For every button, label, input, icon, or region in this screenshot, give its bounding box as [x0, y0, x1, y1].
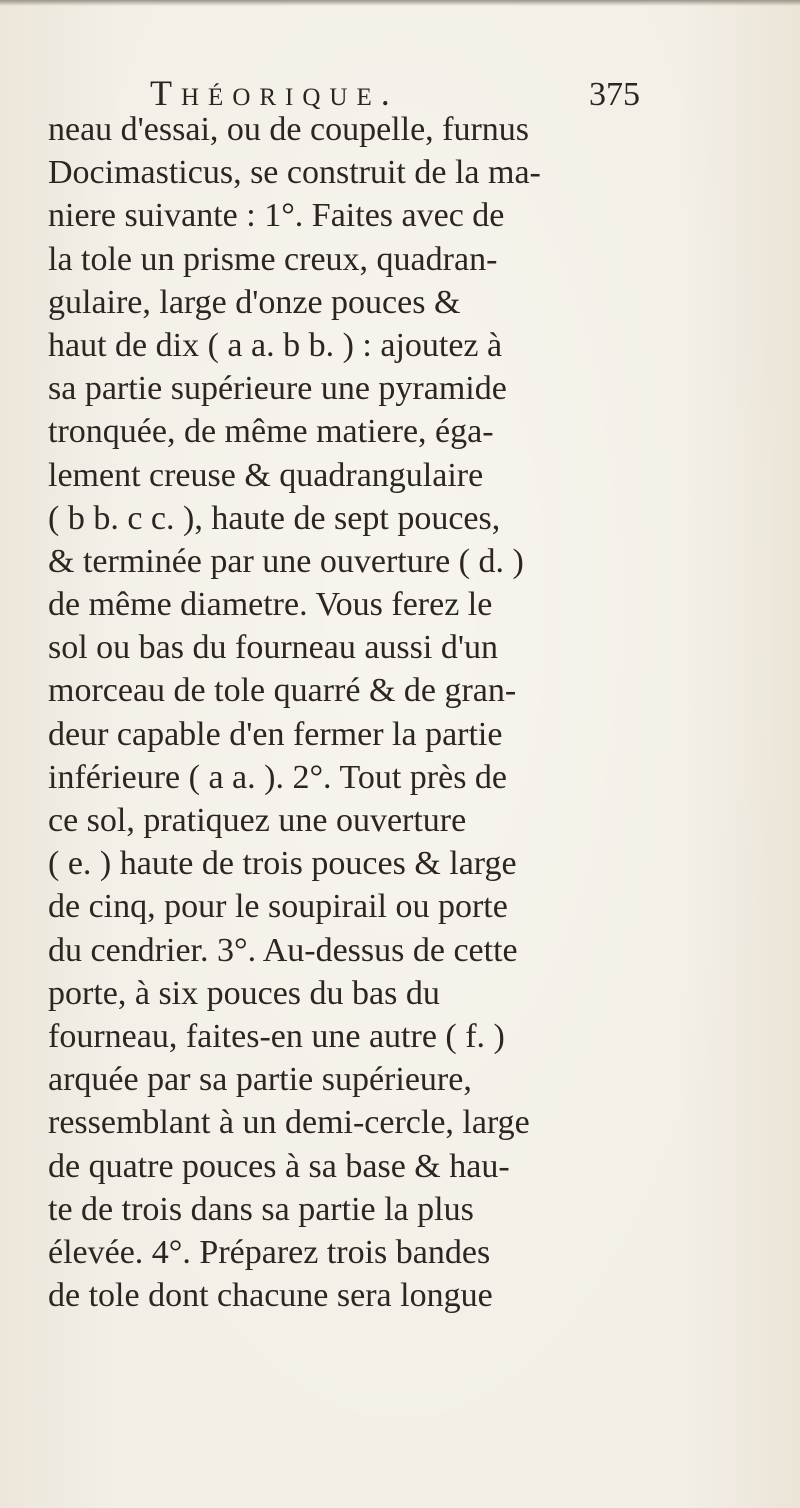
text-line: du cendrier. 3°. Au-dessus de cette	[48, 931, 518, 969]
text-line: arquée par sa partie supérieure,	[48, 1061, 472, 1099]
text-line: haut de dix ( a a. b b. ) : ajoutez à	[48, 326, 503, 364]
page-top-edge	[0, 0, 800, 6]
text-line: tronquée, de même matiere, éga-	[48, 413, 494, 451]
text-line: de même diametre. Vous ferez le	[48, 586, 493, 624]
text-line: neau d'essai, ou de coupelle, furnus	[48, 111, 530, 148]
text-line: lement creuse & quadrangulaire	[48, 456, 484, 494]
text-line: & terminée par une ouverture ( d. )	[48, 542, 524, 580]
page-number: 375	[589, 76, 640, 113]
text-line: Docimasticus, se construit de la ma-	[48, 154, 541, 192]
text-line: sol ou bas du fourneau aussi d'un	[48, 629, 498, 667]
body-text	[48, 108, 763, 1317]
text-line: de cinq, pour le soupirail ou porte	[48, 888, 508, 926]
text-line: fourneau, faites-en une autre ( f. )	[48, 1017, 505, 1055]
text-line: inférieure ( a a. ). 2°. Tout près de	[48, 758, 508, 796]
text-line: niere suivante : 1°. Faites avec de	[48, 197, 505, 235]
text-line: sa partie supérieure une pyramide	[48, 370, 507, 408]
text-line: ressemblant à un demi-cercle, large	[48, 1104, 530, 1142]
text-line: gulaire, large d'onze pouces &	[48, 283, 461, 321]
text-line: porte, à six pouces du bas du	[48, 974, 440, 1012]
text-line: de tole dont chacune sera longue	[48, 1277, 493, 1315]
text-line: la tole un prisme creux, quadran-	[48, 240, 498, 278]
text-line: deur capable d'en fermer la partie	[48, 715, 503, 753]
text-line: élevée. 4°. Préparez trois bandes	[48, 1233, 491, 1271]
text-line: te de trois dans sa partie la plus	[48, 1190, 474, 1228]
text-line: ( e. ) haute de trois pouces & large	[48, 845, 517, 883]
running-title: Théorique.	[150, 73, 399, 113]
text-line: ( b b. c c. ), haute de sept pouces,	[48, 499, 501, 537]
text-line: ce sol, pratiquez une ouverture	[48, 802, 467, 839]
text-line: de quatre pouces à sa base & hau-	[48, 1147, 510, 1185]
text-line: morceau de tole quarré & de gran-	[48, 672, 517, 710]
